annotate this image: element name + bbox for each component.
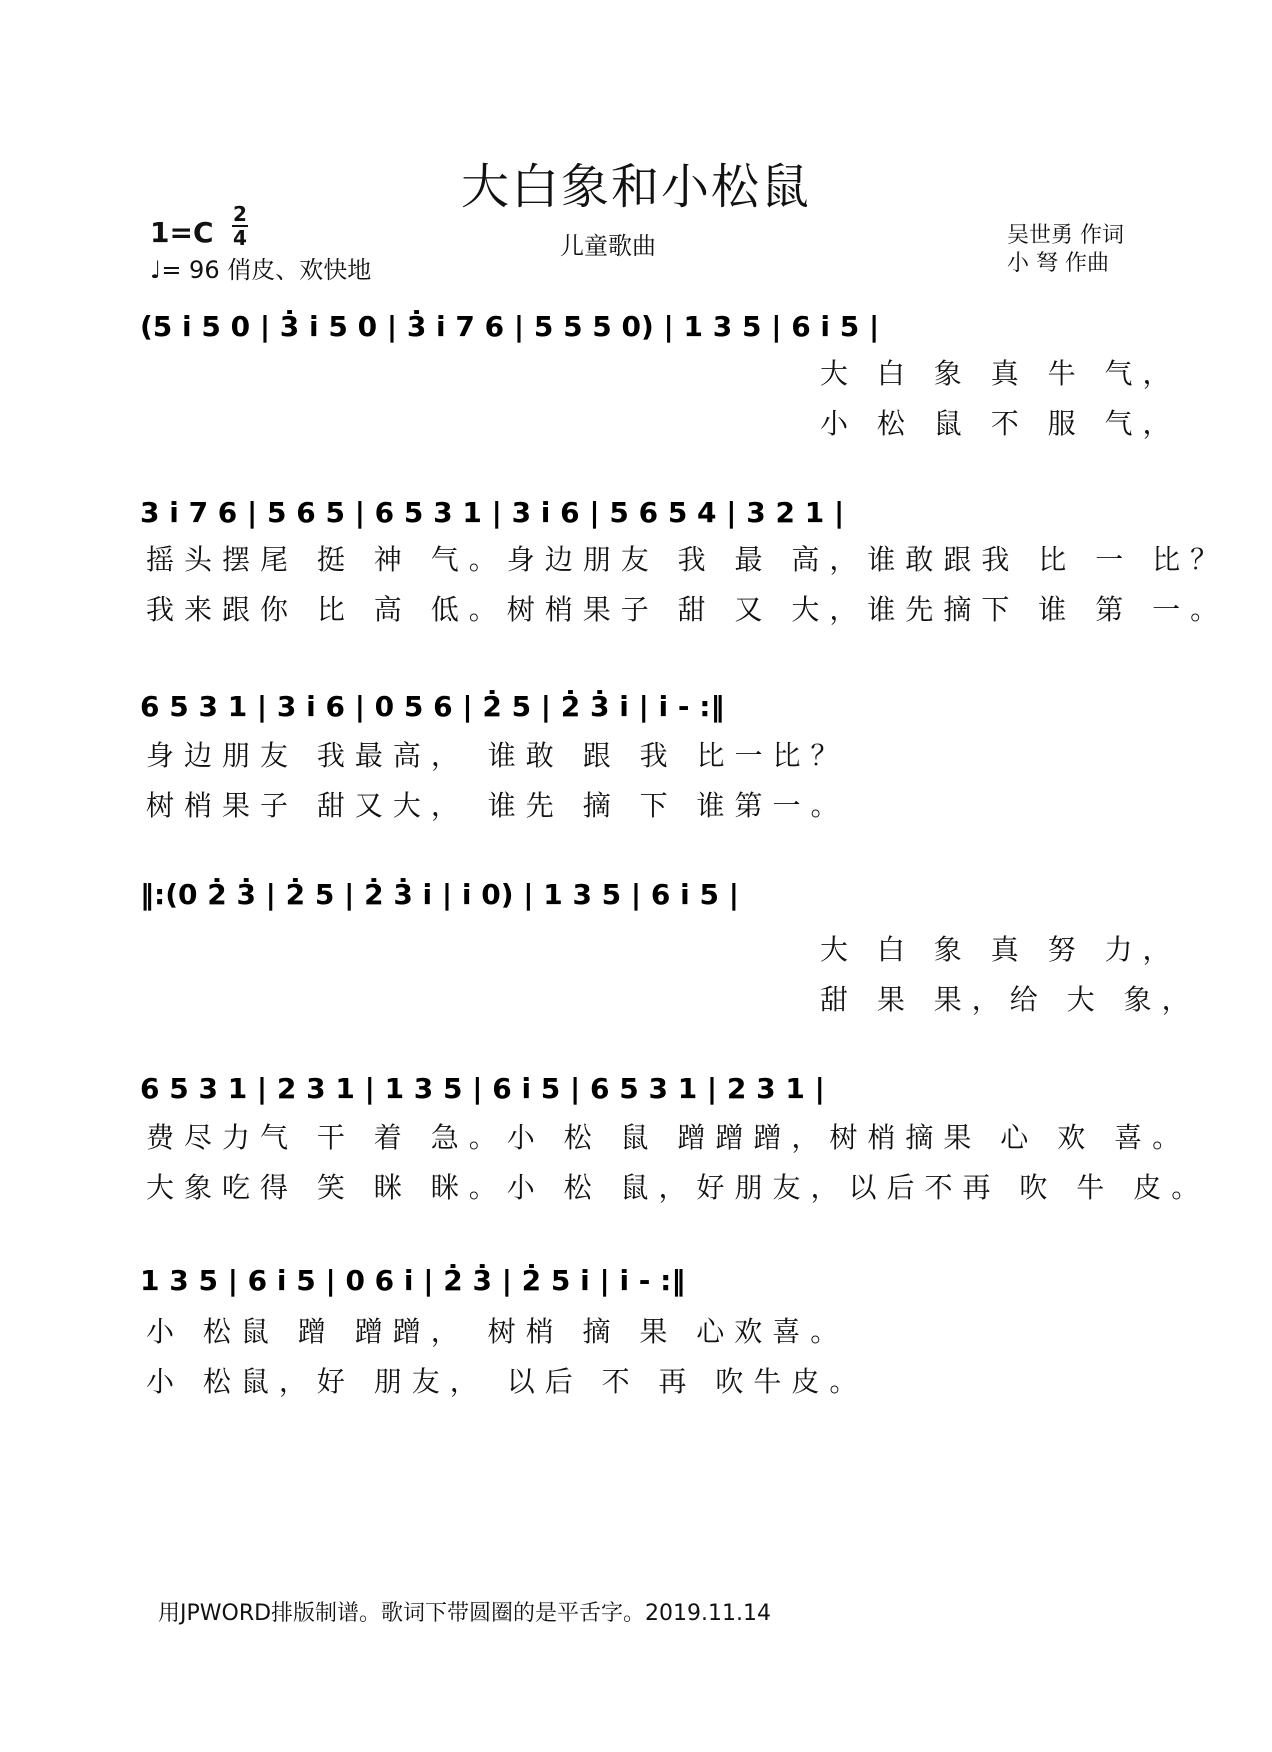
lyric-line: 费尽力气 干 着 急。小 松 鼠 蹭蹭蹭，树梢摘果 心 欢 喜。 <box>146 1121 1191 1154</box>
notation-svg <box>140 1062 1130 1122</box>
lyric-line: 我来跟你 比 高 低。树梢果子 甜 又 大，谁先摘下 谁 第 一。 <box>146 593 1229 626</box>
time-signature-bottom: 4 <box>233 226 247 250</box>
lyric-line: 甜 果 果，给 大 象， <box>820 983 1200 1016</box>
notation-text: 3 i̇ 7 6 | 5 6 5 | 6 5 3 1 | 3 i̇ 6 | 5 6 5 4 | 3 2 1 | <box>140 496 845 529</box>
notation-text: 6 5 3 1 | 2 3 1 | 1 3 5 | 6 i̇ 5 | 6 5 3 1 | 2 3 1 | <box>140 1072 825 1105</box>
notation-svg <box>140 486 1130 546</box>
composer-credit: 小 弩 作曲 <box>1007 251 1109 276</box>
notation-text: 6 5 3 1 | 3 i̇ 6 | 0 5 6 | 2̇ 5 | 2̇ 3̇ i̇ | i̇ - :‖ <box>140 690 725 723</box>
tempo-marking: ♩= 96 俏皮、欢快地 <box>150 256 372 284</box>
song-title: 大白象和小松鼠 <box>460 159 811 215</box>
notation-text: (5 i̇ 5 0 | 3̇ i̇ 5 0 | 3̇ i̇ 7 6 | 5 5 5 0) | 1 3 5 | 6 i̇ 5 | <box>140 310 880 343</box>
lyric-line: 小 松鼠，好 朋友， 以后 不 再 吹牛皮。 <box>146 1365 868 1398</box>
notation-line <box>140 300 1130 360</box>
notation-svg <box>140 1254 1130 1314</box>
notation-svg <box>140 300 1130 360</box>
lyric-line: 身边朋友 我最高， 谁敢 跟 我 比一比？ <box>146 739 849 772</box>
notation-svg <box>140 680 1130 740</box>
song-subtitle: 儿童歌曲 <box>560 232 656 260</box>
lyric-line: 树梢果子 甜又大， 谁先 摘 下 谁第一。 <box>146 789 849 822</box>
notation-svg <box>140 868 1130 928</box>
lyricist-credit: 吴世勇 作词 <box>1007 223 1124 248</box>
lyric-line: 小 松鼠 蹭 蹭蹭， 树梢 摘 果 心欢喜。 <box>146 1315 849 1348</box>
time-signature <box>232 204 248 248</box>
lyric-line: 大 白 象 真 努 力， <box>820 933 1181 966</box>
credits <box>1007 222 1124 278</box>
notation-text: 1 3 5 | 6 i̇ 5 | 0 6 i̇ | 2̇ 3̇ | 2̇ 5 i̇ | i̇ - :‖ <box>140 1264 686 1297</box>
notation-line <box>140 486 1130 546</box>
lyric-line: 大 白 象 真 牛 气， <box>820 357 1181 390</box>
notation-line <box>140 680 1130 740</box>
time-signature-top: 2 <box>233 202 247 226</box>
notation-line <box>140 1062 1130 1122</box>
footer-note: 用JPWORD排版制谱。歌词下带圆圈的是平舌字。2019.11.14 <box>158 1601 772 1626</box>
notation-line <box>140 1254 1130 1314</box>
lyric-line: 小 松 鼠 不 服 气， <box>820 407 1181 440</box>
lyric-line: 摇头摆尾 挺 神 气。身边朋友 我 最 高，谁敢跟我 比 一 比？ <box>146 543 1229 576</box>
notation-line <box>140 868 1130 928</box>
lyric-line: 大象吃得 笑 眯 眯。小 松 鼠，好朋友，以后不再 吹 牛 皮。 <box>146 1171 1210 1204</box>
key-signature: 1=C <box>150 216 214 249</box>
notation-text: ‖:(0 2̇ 3̇ | 2̇ 5 | 2̇ 3̇ i̇ | i̇ 0) | 1 3 5 | 6 i̇ 5 | <box>140 878 739 911</box>
